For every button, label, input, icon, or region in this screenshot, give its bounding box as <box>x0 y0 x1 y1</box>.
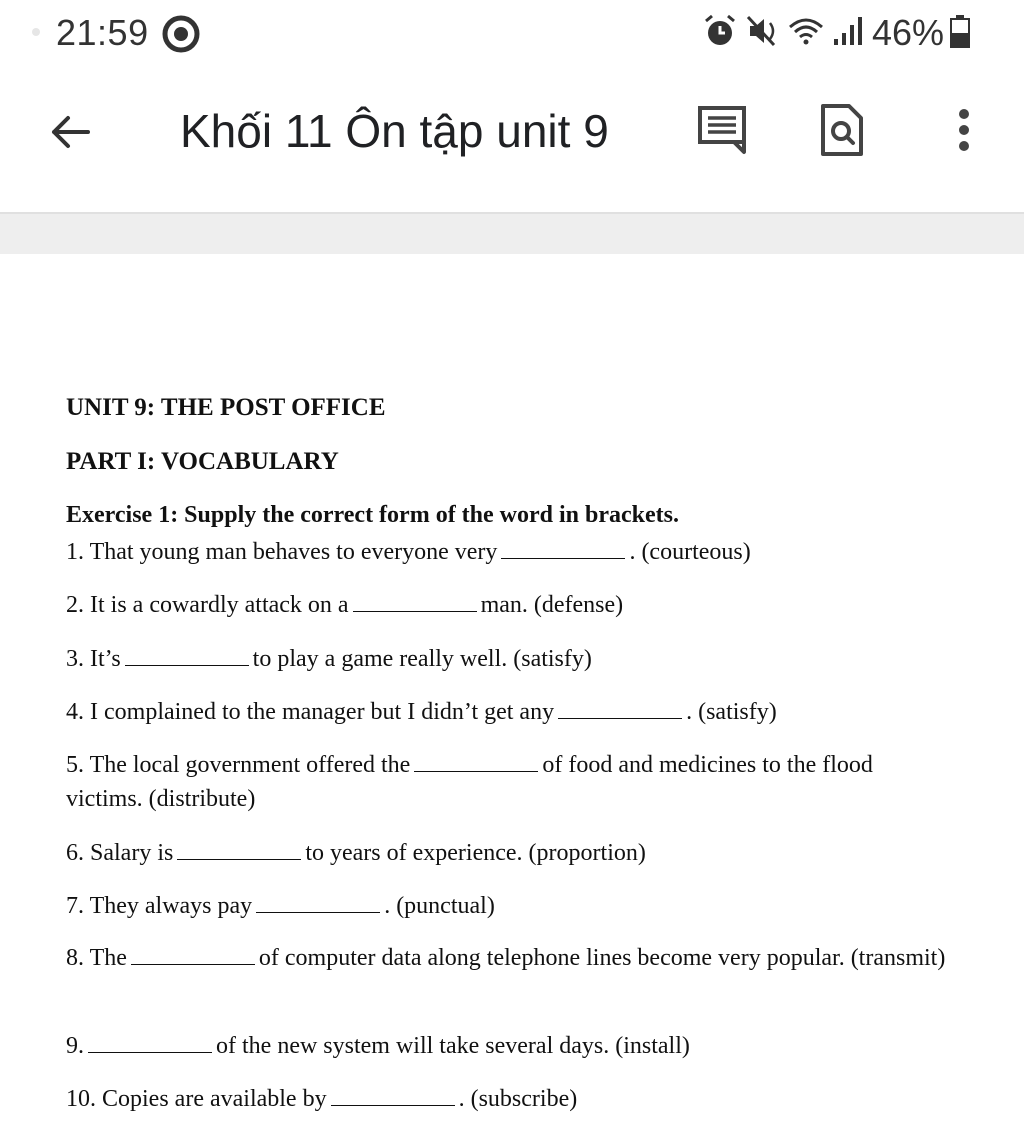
find-in-document-icon <box>819 103 865 157</box>
comments-button[interactable] <box>690 98 754 162</box>
wifi-icon <box>786 13 826 54</box>
list-item: 6. Salary is to years of experience. (proportion) <box>66 840 646 866</box>
status-dot <box>32 28 40 36</box>
mute-icon <box>744 13 780 54</box>
comments-icon <box>696 104 748 156</box>
signal-icon <box>832 13 862 54</box>
list-item: 1. That young man behaves to everyone very . (courteous) <box>66 539 751 565</box>
list-item: 3. It’s to play a game really well. (satisfy) <box>66 646 592 672</box>
status-time: 21:59 <box>56 12 149 53</box>
answer-blank <box>331 1087 455 1106</box>
status-bar <box>0 0 1024 68</box>
answer-blank <box>131 946 255 965</box>
screen-record-icon <box>160 14 202 59</box>
list-item: 7. They always pay . (punctual) <box>66 893 495 919</box>
answer-blank <box>88 1034 212 1053</box>
answer-blank <box>256 894 380 913</box>
document-title: Khối 11 Ôn tập unit 9 <box>180 105 609 157</box>
app-bar <box>0 68 1024 212</box>
answer-blank <box>501 540 625 559</box>
more-vert-icon <box>954 106 974 154</box>
list-item: 4. I complained to the manager but I didn’t get any . (satisfy) <box>66 699 777 725</box>
back-button[interactable] <box>40 102 100 162</box>
part-title: PART I: VOCABULARY <box>66 448 339 475</box>
list-item: 9. of the new system will take several days. (install) <box>66 1033 690 1059</box>
battery-percent: 46% <box>871 12 944 53</box>
alarm-icon <box>702 13 738 54</box>
more-options-button[interactable] <box>932 98 996 162</box>
list-item: 5. The local government offered the of food and medicines to the flood victims. (distribute) <box>66 752 873 812</box>
answer-blank <box>125 647 249 666</box>
page-gap <box>0 214 1024 254</box>
list-item: 8. The of computer data along telephone lines become very popular. (transmit) <box>66 945 946 971</box>
document-page[interactable] <box>0 254 1024 1148</box>
unit-title: UNIT 9: THE POST OFFICE <box>66 394 386 421</box>
back-arrow-icon <box>48 110 92 154</box>
answer-blank <box>353 593 477 612</box>
exercise-title: Exercise 1: Supply the correct form of the word in brackets. <box>66 502 680 528</box>
answer-blank <box>558 700 682 719</box>
list-item: 10. Copies are available by . (subscribe) <box>66 1086 578 1112</box>
answer-blank <box>414 753 538 772</box>
battery-icon <box>950 13 970 54</box>
find-in-document-button[interactable] <box>810 98 874 162</box>
status-icons <box>702 12 970 54</box>
answer-blank <box>177 841 301 860</box>
list-item: 2. It is a cowardly attack on a man. (defense) <box>66 592 624 618</box>
